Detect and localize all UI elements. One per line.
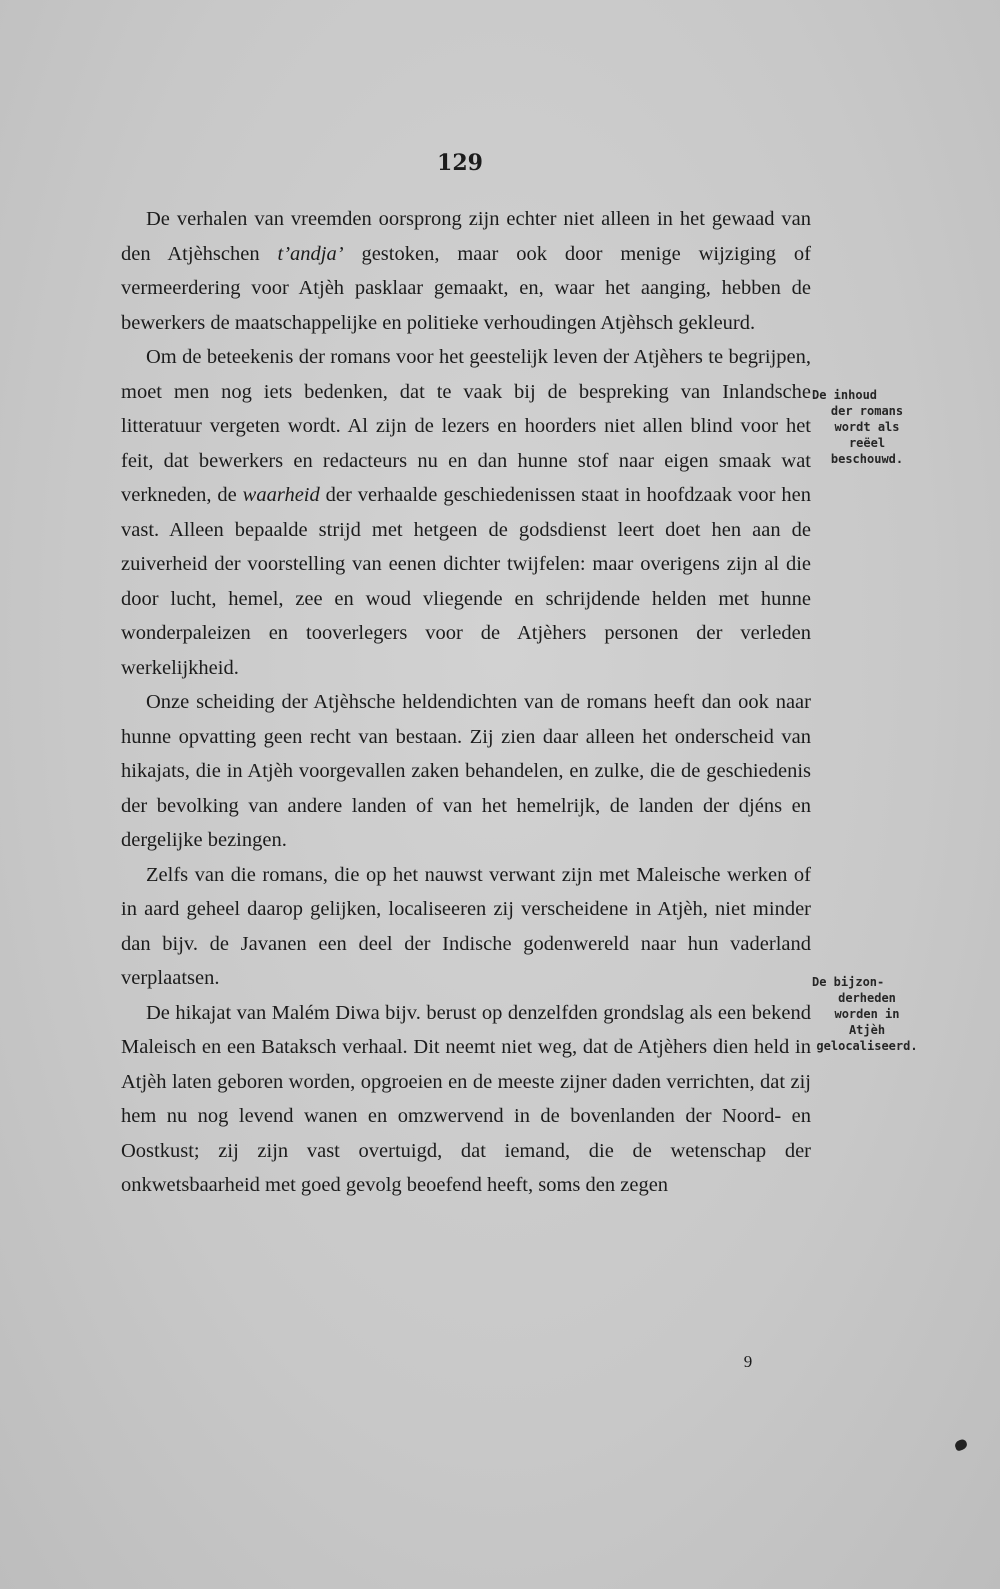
margin-note-line: derheden xyxy=(838,991,896,1005)
paragraph xyxy=(121,685,811,858)
margin-note-line: De bijzon- xyxy=(812,975,885,989)
margin-note-line: beschouwd. xyxy=(830,452,904,466)
margin-note-line: reëel xyxy=(848,436,886,450)
ink-smudge xyxy=(954,1438,969,1452)
page-number: 129 xyxy=(437,150,483,176)
paragraph xyxy=(121,858,811,996)
paragraph xyxy=(121,202,811,340)
paragraph-text: der verhaalde geschiedenissen staat in hoofdzaak voor hen vast. Alleen bepaalde strijd met hetgeen de godsdienst leert doet hen aan de zuiverheid der voorstelling van eenen dichter twijfelen: maar overigens zijn al die door lucht, hemel, zee en woud vliegende en schrijdende helden met hunne wonderpaleizen en tooverlegers voor de Atjèhers personen der verleden werkelijkheid. xyxy=(121,484,811,679)
paragraph-text: Om de beteekenis der romans voor het geestelijk leven der Atjèhers te begrijpen, moet men nog iets bedenken, dat te vaak bij de bespreking van Inlandsche litteratuur vergeten wordt. Al zijn de lezers en hoorders niet allen blind voor het feit, dat bewerkers en redacteurs nu en dan hunne stof naar eigen smaak wat verkneden, de xyxy=(121,346,811,506)
margin-note-line: der romans xyxy=(830,404,904,418)
margin-note-line: Atjèh xyxy=(848,1023,886,1037)
paragraph-text: De hikajat van Malém Diwa bijv. berust op denzelfden grondslag als een bekend Maleisch en een Bataksch verhaal. Dit neemt niet weg, dat de Atjèhers dien held in Atjèh laten geboren worden, opgroeien en de meeste zijner daden verrichten, dat zij hem nu nog levend wanen en omzwervend in de bovenlanden der Noord- en Oostkust; zij zijn vast overtuigd, dat iemand, die de wetenschap der onkwetsbaarheid met goed gevolg beoefend heeft, soms den zegen xyxy=(121,1001,811,1196)
margin-note-line: gelocaliseerd. xyxy=(816,1039,918,1053)
italic-term: waarheid xyxy=(242,484,320,506)
margin-note xyxy=(812,387,922,467)
paragraph-text: De verhalen van vreemden oorsprong zijn echter niet alleen in het gewaad van den Atjèhschen xyxy=(121,208,811,265)
paragraph-text: Onze scheiding der Atjèhsche heldendichten van de romans heeft dan ook naar hunne opvatting geen recht van bestaan. Zij zien daar alleen het onderscheid van hikajats, die in Atjèh voorgevallen zaken behandelen, en zulke, die de geschiedenis der bevolking van andere landen of van het hemelrijk, de landen der djéns en dergelijke bezingen. xyxy=(121,691,811,851)
body-text xyxy=(121,202,811,1203)
signature-mark: 9 xyxy=(743,1352,753,1371)
paragraph-text: gestoken, maar ook door menige wijziging of vermeerdering voor Atjèh pasklaar gemaakt, en, waar het aanging, hebben de bewerkers de maatschappelijke en politieke verhoudingen Atjèhsch gekleurd. xyxy=(121,242,811,334)
italic-term: t’andja’ xyxy=(277,242,344,265)
margin-note-line: wordt als xyxy=(834,420,900,434)
paragraph xyxy=(121,996,811,1203)
paragraph-text: Zelfs van die romans, die op het nauwst verwant zijn met Maleische werken of in aard geheel daarop gelijken, localiseeren zij verscheidene in Atjèh, niet minder dan bijv. de Javanen een deel der Indische godenwereld naar hun vaderland verplaatsen. xyxy=(121,863,811,989)
margin-note xyxy=(812,974,922,1054)
margin-note-line: worden in xyxy=(834,1007,900,1021)
margin-note-line: De inhoud xyxy=(812,388,878,402)
paragraph xyxy=(121,340,811,685)
